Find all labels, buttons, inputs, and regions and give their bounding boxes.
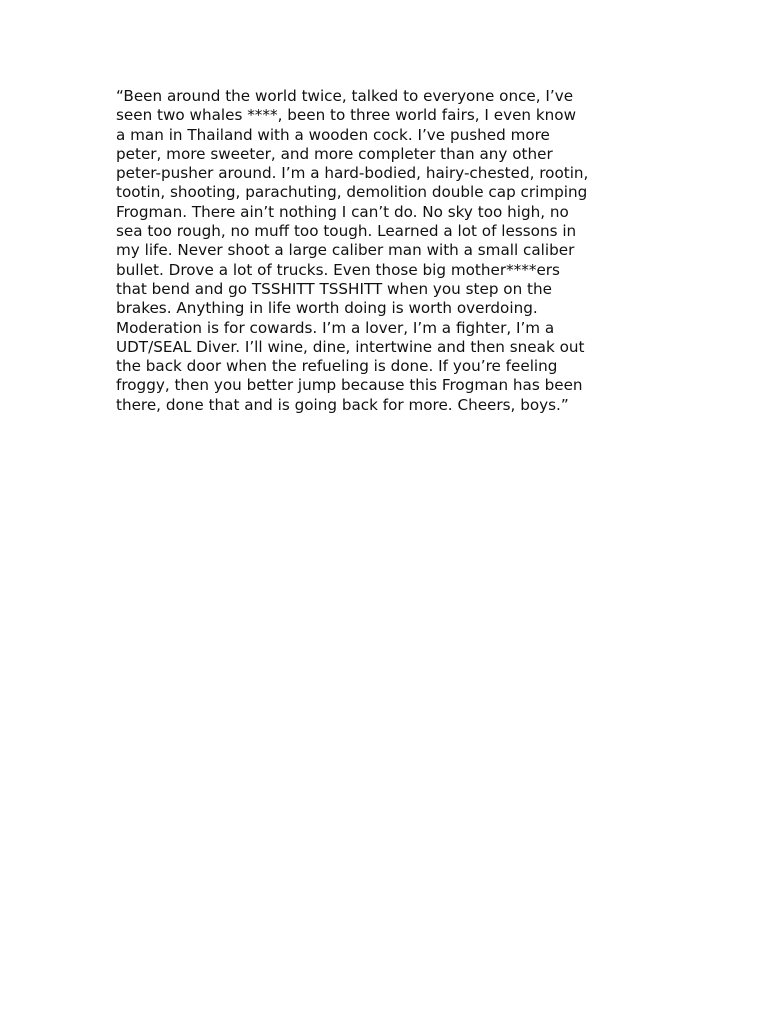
paragraph-line: UDT/SEAL Diver. I’ll wine, dine, intertwine and then sneak out [116, 337, 585, 356]
paragraph-line: my life. Never shoot a large caliber man with a small caliber [116, 241, 575, 260]
paragraph-line: the back door when the refueling is done. If you’re feeling [116, 357, 558, 376]
paragraph-line: “Been around the world twice, talked to everyone once, I’ve [116, 87, 574, 105]
paragraph-line: Moderation is for cowards. I’m a lover, I’m a fighter, I’m a [116, 318, 555, 337]
paragraph-line: bullet. Drove a lot of trucks. Even those big mother****ers [116, 260, 560, 279]
paragraph-line: there, done that and is going back for more. Cheers, boys.” [116, 395, 569, 414]
paragraph-line: that bend and go TSSHITT TSSHITT when you step on the [116, 279, 552, 298]
paragraph-line: peter-pusher around. I’m a hard-bodied, hairy-chested, rootin, [116, 164, 589, 183]
quote-paragraph [116, 87, 656, 415]
paragraph-line: Frogman. There ain’t nothing I can’t do. No sky too high, no [116, 202, 569, 221]
paragraph-line: froggy, then you better jump because this Frogman has been [116, 376, 583, 395]
paragraph-line: brakes. Anything in life worth doing is worth overdoing. [116, 299, 538, 318]
paragraph-line: a man in Thailand with a wooden cock. I’ve pushed more [116, 125, 550, 144]
paragraph-line: sea too rough, no muff too tough. Learned a lot of lessons in [116, 222, 577, 241]
paragraph-line: tootin, shooting, parachuting, demolition double cap crimping [116, 183, 588, 202]
paragraph-line: peter, more sweeter, and more completer than any other [116, 144, 553, 163]
paragraph-line: seen two whales ****, been to three world fairs, I even know [116, 106, 577, 125]
